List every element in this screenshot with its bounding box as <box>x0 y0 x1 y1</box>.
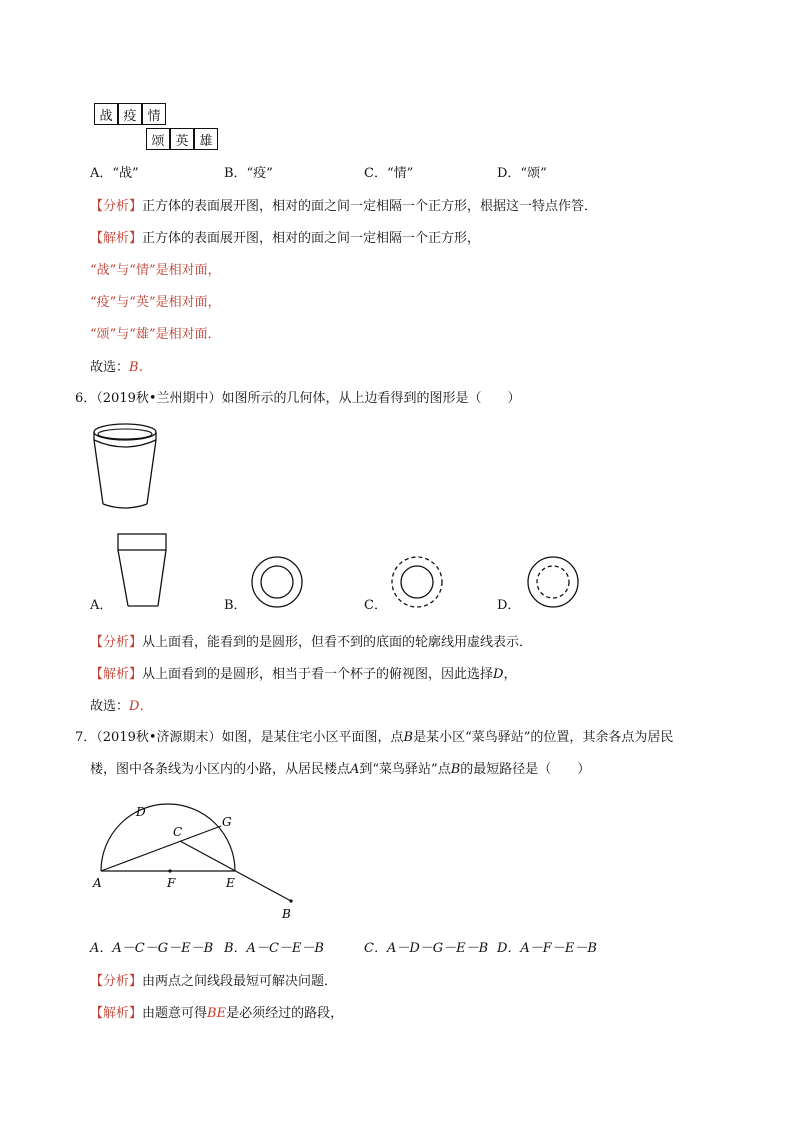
cup-figure <box>88 420 164 512</box>
option-a: A．“战” <box>90 166 139 181</box>
option-c-figure <box>390 555 444 609</box>
point-label: B <box>450 762 461 777</box>
option-a: A． <box>90 598 113 613</box>
solution-text: 正方体的表面展开图，相对的面之间一定相隔一个正方形， <box>142 231 481 246</box>
stem-text: 的最短路径是（ ） <box>460 762 591 777</box>
point-label: B <box>403 730 414 745</box>
analysis-text: 正方体的表面展开图，相对的面之间一定相隔一个正方形，根据这一特点作答． <box>142 199 598 214</box>
solution-end: ， <box>503 667 517 682</box>
option-b: B． <box>224 598 247 613</box>
stem-text: 7．（2019秋•济源期末）如图，是某住宅小区平面图，点 <box>75 730 404 745</box>
point-label: A <box>350 762 360 777</box>
segment-label: BE <box>207 1006 227 1021</box>
solution-tag: 【解析】 <box>90 231 143 246</box>
answer-prefix: 故选： <box>90 699 130 714</box>
solution-tag: 【解析】 <box>90 667 143 682</box>
solution-line <box>90 1007 343 1020</box>
option-d-figure <box>526 555 580 609</box>
point-label-a: A <box>93 876 102 890</box>
pair-line: “颂”与“雄”是相对面． <box>90 327 221 342</box>
solution-text: 由题意可得 <box>142 1006 208 1021</box>
option-c: C．A－D－G－E－B <box>364 941 489 956</box>
net-cell: 颂 <box>146 128 170 150</box>
net-cell: 情 <box>142 103 166 125</box>
question-7-stem-line-2 <box>90 763 590 776</box>
solution-letter: D <box>493 667 504 682</box>
analysis-line <box>90 200 597 213</box>
point-label-c: C <box>173 825 183 839</box>
net-cell: 英 <box>170 128 194 150</box>
option-a-figure <box>116 532 170 608</box>
pair-line: “疫”与“英”是相对面， <box>90 295 221 310</box>
analysis-tag: 【分析】 <box>90 974 143 989</box>
point-label-b: B <box>282 907 291 921</box>
answer-prefix: 故选： <box>90 360 130 375</box>
answer-value: B． <box>129 360 152 375</box>
answer-line <box>90 700 152 713</box>
stem-text: 是某小区“菜鸟驿站”的位置，其余各点为居民 <box>413 730 674 745</box>
point-label-d: D <box>136 805 146 819</box>
analysis-tag: 【分析】 <box>90 199 143 214</box>
point-label-g: G <box>222 815 232 829</box>
stem-text: 楼，图中各条线为小区内的小路，从居民楼点 <box>90 762 351 777</box>
option-d: D． <box>497 598 521 613</box>
question-7-stem-line-1 <box>75 731 673 744</box>
option-b: B．A－C－E－B <box>224 941 324 956</box>
analysis-text: 从上面看，能看到的是圆形，但看不到的底面的轮廓线用虚线表示． <box>142 635 533 650</box>
point-label-f: F <box>167 876 176 890</box>
net-cell: 雄 <box>194 128 218 150</box>
solution-text: 从上面看到的是圆形，相当于看一个杯子的俯视图，因此选择 <box>142 667 494 682</box>
solution-line <box>90 232 480 245</box>
solution-tag: 【解析】 <box>90 1006 143 1021</box>
analysis-line <box>90 636 532 649</box>
option-c: C．“情” <box>364 166 414 181</box>
analysis-line <box>90 975 337 988</box>
solution-line <box>90 668 516 681</box>
option-d: D．A－F－E－B <box>497 941 597 956</box>
option-b: B．“疫” <box>224 166 273 181</box>
point-label-e: E <box>226 876 235 890</box>
stem-text: 到“菜鸟驿站”点 <box>359 762 451 777</box>
analysis-text: 由两点之间线段最短可解决问题． <box>142 974 338 989</box>
answer-value: D． <box>129 699 153 714</box>
option-a: A．A－C－G－E－B <box>90 941 214 956</box>
net-cell: 疫 <box>118 103 142 125</box>
answer-line <box>90 361 152 374</box>
option-d: D．“颂” <box>497 166 547 181</box>
pair-line: “战”与“情”是相对面， <box>90 263 221 278</box>
community-map-diagram <box>85 790 315 930</box>
option-c: C． <box>364 598 387 613</box>
solution-text: 是必须经过的路段， <box>226 1006 344 1021</box>
option-b-figure <box>250 555 304 609</box>
question-6-stem: 6．（2019秋•兰州期中）如图所示的几何体，从上边看得到的图形是（ ） <box>75 391 521 406</box>
analysis-tag: 【分析】 <box>90 635 143 650</box>
net-cell: 战 <box>94 103 118 125</box>
